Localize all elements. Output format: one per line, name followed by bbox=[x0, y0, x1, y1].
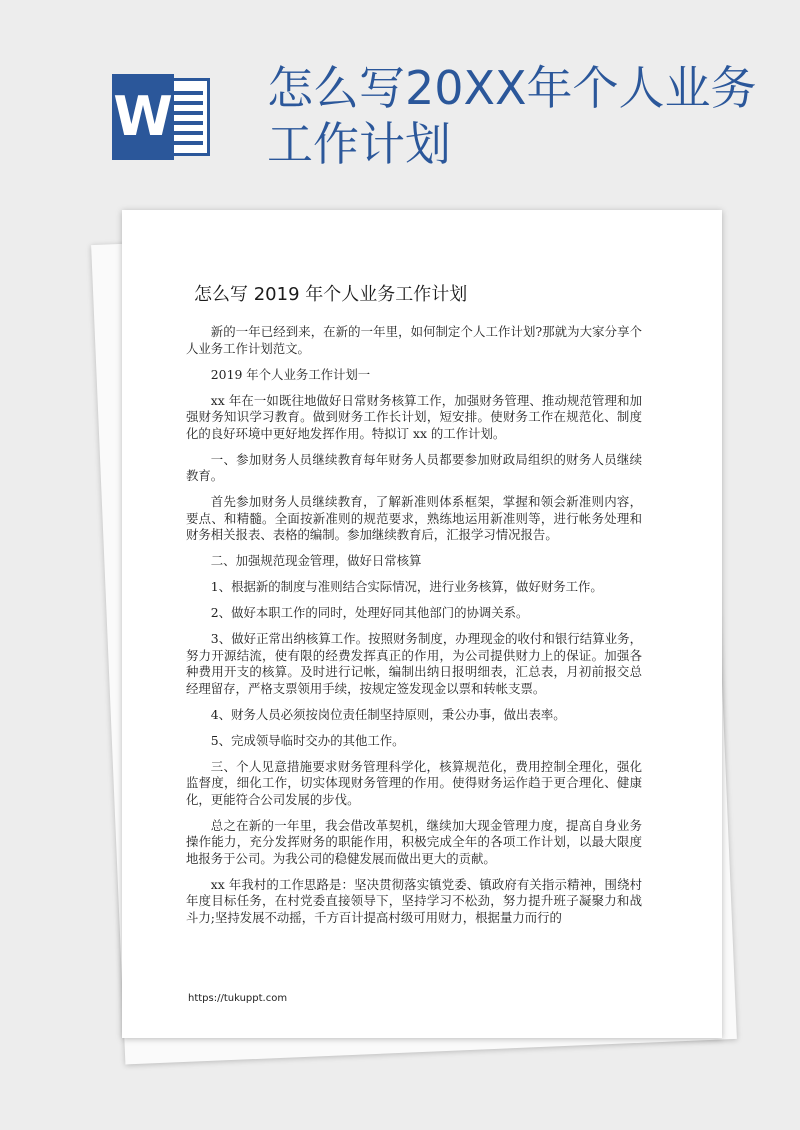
paragraph: 1、根据新的制度与准则结合实际情况，进行业务核算，做好财务工作。 bbox=[210, 579, 603, 594]
paragraph: 2、做好本职工作的同时，处理好同其他部门的协调关系。 bbox=[210, 605, 529, 620]
paragraph: 2019 年个人业务工作计划一 bbox=[210, 366, 371, 382]
paragraph: xx 年在一如既往地做好日常财务核算工作，加强财务管理、推动规范管理和加强财务知识学习教育。做到财务工作长计划，短安排。使财务工作在规范化、制度化的良好环境中更好地发挥作用。特拟订 xx 的工作计划。 bbox=[186, 392, 642, 441]
paragraph: 总之在新的一年里，我会借改革契机，继续加大现金管理力度，提高自身业务操作能力，充分发挥财务的职能作用，积极完成全年的各项工作计划，以最大限度地报务于公司。为我公司的稳健发展而做出更大的贡献。 bbox=[186, 817, 642, 866]
paragraph: xx 年我村的工作思路是：坚决贯彻落实镇党委、镇政府有关指示精神，围绕村年度目标任务，在村党委直接领导下，坚持学习不松劲，努力提升班子凝聚力和战斗力;坚持发展不动摇，千方百计提高村级可用财力，根据量力而行的 bbox=[186, 876, 642, 925]
paragraph: 3、做好正常出纳核算工作。按照财务制度，办理现金的收付和银行结算业务，努力开源结流，使有限的经费发挥真正的作用，为公司提供财力上的保证。加强各种费用开支的核算。及时进行记帐，编制出纳日报明细表，汇总表，月初前报交总经理留存，严格支票领用手续，按规定签发现金以票和转帐支票。 bbox=[186, 631, 642, 696]
document-page bbox=[122, 210, 722, 1038]
footer-url: https://tukuppt.com bbox=[188, 993, 288, 1004]
document-title: 怎么写 2019 年个人业务工作计划 bbox=[194, 284, 468, 305]
paragraph: 二、加强规范现金管理，做好日常核算 bbox=[210, 553, 422, 568]
banner-title: 怎么写20XX年个人业务工作计划 bbox=[267, 61, 757, 171]
document-body bbox=[186, 324, 642, 926]
paragraph: 三、个人见意措施要求财务管理科学化，核算规范化，费用控制全理化，强化监督度，细化工作，切实体现财务管理的作用。使得财务运作趋于更合理化、健康化，更能符合公司发展的步伐。 bbox=[186, 758, 642, 807]
paragraph: 首先参加财务人员继续教育，了解新准则体系框架，掌握和领会新准则内容，要点、和精髓。全面按新准则的规范要求，熟练地运用新准则等，进行帐务处理和财务相关报表、表格的编制。参加继续教育后，汇报学习情况报告。 bbox=[186, 494, 642, 542]
preview-banner bbox=[0, 0, 800, 215]
paragraph: 一、参加财务人员继续教育每年财务人员都要参加财政局组织的财务人员继续教育。 bbox=[186, 451, 642, 483]
word-document-icon bbox=[112, 74, 212, 160]
word-letter-tile: W bbox=[112, 74, 174, 160]
paragraph: 5、完成领导临时交办的其他工作。 bbox=[210, 732, 405, 748]
paragraph: 4、财务人员必须按岗位责任制坚持原则，秉公办事，做出表率。 bbox=[210, 706, 566, 722]
paragraph: 新的一年已经到来，在新的一年里，如何制定个人工作计划?那就为大家分享个人业务工作计划范文。 bbox=[186, 324, 642, 356]
